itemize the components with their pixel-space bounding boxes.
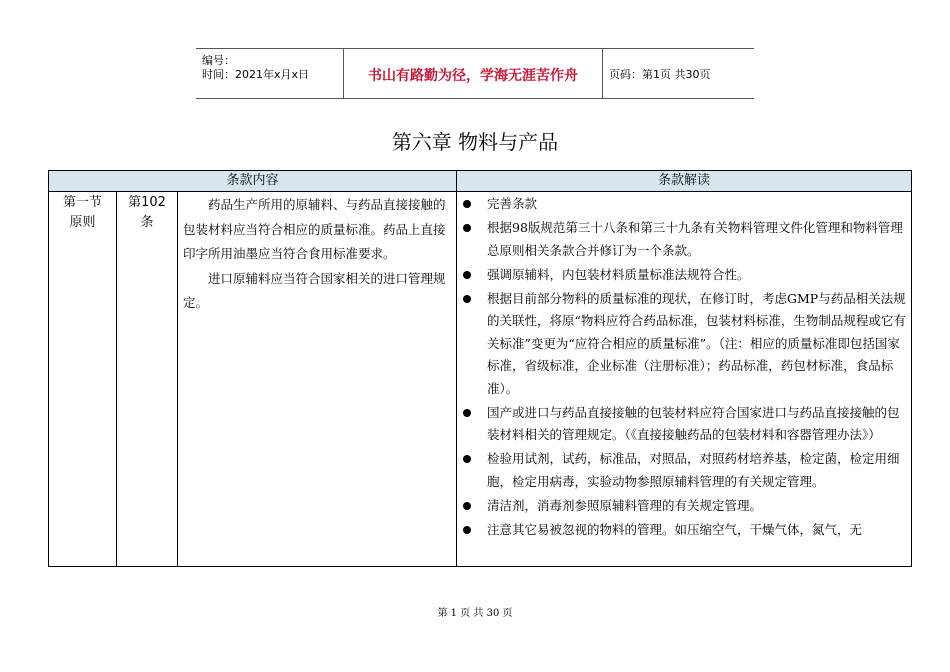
column-divider	[116, 192, 117, 566]
interpretation-item	[463, 264, 907, 287]
interpretation-item	[463, 217, 907, 262]
interpretation-cell	[463, 193, 907, 543]
interpretation-item	[463, 193, 907, 216]
column-header-content: 条款内容	[49, 171, 457, 192]
content-paragraph: 进口原辅料应当符合国家相关的进口管理规定。	[183, 270, 446, 310]
interpretation-item	[463, 519, 907, 542]
section-cell	[49, 193, 116, 233]
page-footer: 第 1 页 共 30 页	[437, 608, 513, 619]
bullet-icon	[463, 224, 471, 232]
bullet-icon	[463, 295, 471, 303]
bullet-icon	[463, 271, 471, 279]
document-number-label: 编号：	[202, 54, 235, 67]
chapter-title: 第六章 物料与产品	[391, 130, 559, 154]
interpretation-list	[463, 193, 907, 541]
interpretation-text: 检验用试剂，试药，标准品，对照品，对照药材培养基，检定菌，检定用细胞，检定用病毒，实验动物参照原辅料管理的有关规定管理。	[487, 451, 900, 489]
clause-table	[48, 170, 912, 567]
interpretation-item	[463, 495, 907, 518]
document-header	[196, 48, 754, 99]
header-motto-cell	[344, 49, 603, 98]
interpretation-text: 国产或进口与药品直接接触的包装材料应符合国家进口与药品直接接触的包装材料相关的管理规定。（《直接接触药品的包装材料和容器管理办法》）	[487, 404, 900, 442]
interpretation-item	[463, 402, 907, 447]
header-meta-cell	[196, 49, 344, 98]
document-time-label: 时间：2021年x月x日	[202, 68, 310, 81]
section-label: 第一节 原则	[62, 195, 102, 230]
bullet-icon	[463, 200, 471, 208]
bullet-icon	[463, 502, 471, 510]
interpretation-text: 注意其它易被忽视的物料的管理。如压缩空气，干燥气体，氮气，无	[487, 521, 863, 537]
column-header-interpretation: 条款解读	[457, 171, 911, 192]
interpretation-text: 强调原辅料，内包装材料质量标准法规符合性。	[487, 266, 750, 282]
clause-content-cell	[183, 193, 451, 316]
bullet-icon	[463, 526, 471, 534]
header-motto: 书山有路勤为径，学海无涯苦作舟	[368, 68, 578, 84]
interpretation-text: 根据98版规范第三十八条和第三十九条有关物料管理文件化管理和物料管理总原则相关条款合并修订为一个条款。	[487, 220, 903, 258]
header-page-label: 页码：第1页 共30页	[609, 68, 711, 81]
interpretation-text: 根据目前部分物料的质量标准的现状，在修订时，考虑GMP与药品相关法规的关联性，将原“物料应符合药品标准，包装材料标准，生物制品规程或它有关标准”变更为“应符合相应的质量标准”。（注：相应的质量标准即包括国家标准，省级标准，企业标准（注册标准）；药品标准，药包材标准，食品标准）。	[487, 290, 906, 396]
content-paragraph: 药品生产所用的原辅料、与药品直接接触的包装材料应当符合相应的质量标准。药品上直接印字所用油墨应当符合食用标准要求。	[183, 197, 446, 261]
interpretation-item	[463, 448, 907, 493]
clause-number: 第102 条	[128, 195, 166, 230]
interpretation-item	[463, 288, 907, 401]
interpretation-text: 完善条款	[487, 196, 538, 211]
bullet-icon	[463, 455, 471, 463]
interpretation-text: 清洁剂，消毒剂参照原辅料管理的有关规定管理。	[487, 497, 763, 513]
column-divider	[177, 192, 178, 566]
bullet-icon	[463, 409, 471, 417]
column-divider	[456, 192, 457, 566]
header-page-cell	[603, 49, 754, 98]
clause-number-cell	[117, 193, 177, 233]
